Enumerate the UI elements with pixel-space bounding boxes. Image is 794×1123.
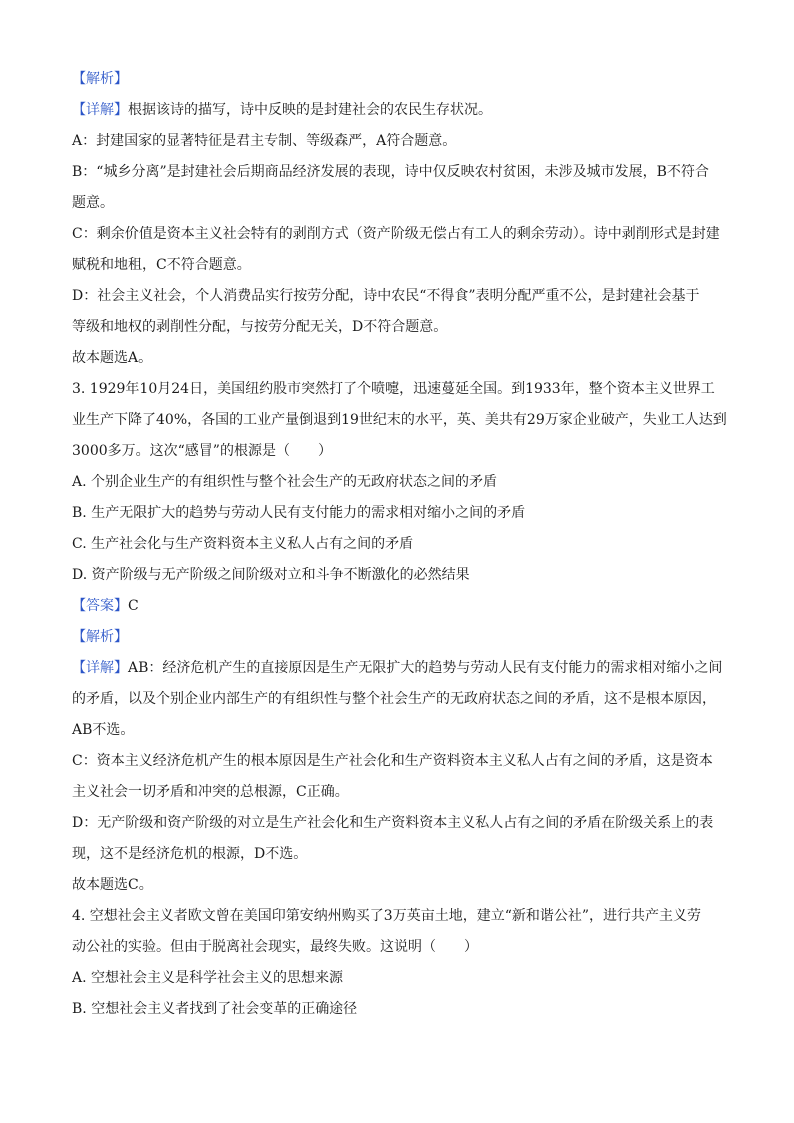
line-text: AB：经济危机产生的直接原因是生产无限扩大的趋势与劳动人民有支付能力的需求相对缩小之间	[128, 660, 723, 676]
text-line: 现，这不是经济危机的根源，D不选。	[72, 846, 308, 862]
section-heading	[72, 622, 722, 653]
text-line: B. 生产无限扩大的趋势与劳动人民有支付能力的需求相对缩小之间的矛盾	[72, 505, 526, 521]
text-line: 业生产下降了40%，各国的工业产量倒退到19世纪末的水平，英、美共有29万家企业破产，失业工人达到	[72, 412, 727, 428]
tagged-line	[72, 95, 722, 126]
text-line: 的矛盾，以及个别企业内部生产的有组织性与整个社会生产的无政府状态之间的矛盾，这不是根本原因，	[72, 691, 716, 707]
section-tag: 【解析】	[72, 629, 128, 645]
text-line: 3000多万。这次“感冒”的根源是（ ）	[72, 443, 332, 459]
tagged-line	[72, 653, 722, 684]
text-line: D. 资产阶级与无产阶级之间阶级对立和斗争不断激化的必然结果	[72, 567, 470, 583]
text-line: C. 生产社会化与生产资料资本主义私人占有之间的矛盾	[72, 536, 414, 552]
text-line: 故本题选A。	[72, 350, 153, 366]
text-line: AB不选。	[72, 722, 135, 738]
text-line: 题意。	[72, 195, 114, 211]
text-line: 故本题选C。	[72, 877, 153, 893]
section-tag: 【答案】	[72, 598, 128, 614]
text-line: A. 空想社会主义是科学社会主义的思想来源	[72, 970, 344, 986]
text-line: C：剩余价值是资本主义社会特有的剥削方式（资产阶级无偿占有工人的剩余劳动）。诗中剥削形式是封建	[72, 226, 720, 242]
line-text: 根据该诗的描写，诗中反映的是封建社会的农民生存状况。	[128, 102, 492, 118]
text-line: A：封建国家的显著特征是君主专制、等级森严，A符合题意。	[72, 133, 457, 149]
text-line: D：无产阶级和资产阶级的对立是生产社会化和生产资料资本主义私人占有之间的矛盾在阶级关系上的表	[72, 815, 714, 831]
text-line: 等级和地权的剥削性分配，与按劳分配无关，D不符合题意。	[72, 319, 448, 335]
text-line: 4. 空想社会主义者欧文曾在美国印第安纳州购买了3万英亩土地，建立“新和谐公社”，进行共产主义劳	[72, 908, 702, 924]
section-tag: 【详解】	[72, 660, 128, 676]
text-line: 赋税和地租，C不符合题意。	[72, 257, 251, 273]
text-line: A. 个别企业生产的有组织性与整个社会生产的无政府状态之间的矛盾	[72, 474, 498, 490]
text-line: C：资本主义经济危机产生的根本原因是生产社会化和生产资料资本主义私人占有之间的矛盾，这是资本	[72, 753, 713, 769]
text-line: D：社会主义社会，个人消费品实行按劳分配，诗中农民“不得食”表明分配严重不公，是封建社会基于	[72, 288, 700, 304]
text-line: 主义社会一切矛盾和冲突的总根源，C正确。	[72, 784, 349, 800]
text-line: B：“城乡分离”是封建社会后期商品经济发展的表现，诗中仅反映农村贫困，未涉及城市发展，B不符合	[72, 164, 709, 180]
section-tag: 【详解】	[72, 102, 128, 118]
section-heading	[72, 64, 722, 95]
text-line: B. 空想社会主义者找到了社会变革的正确途径	[72, 1001, 358, 1017]
line-text: C	[128, 598, 139, 614]
section-tag: 【解析】	[72, 71, 128, 87]
tagged-line	[72, 591, 722, 622]
text-line: 3. 1929年10月24日，美国纽约股市突然打了个喷嚏，迅速蔓延全国。到1933年，整个资本主义世界工	[72, 381, 715, 397]
text-line: 动公社的实验。但由于脱离社会现实，最终失败。这说明（ ）	[72, 939, 478, 955]
